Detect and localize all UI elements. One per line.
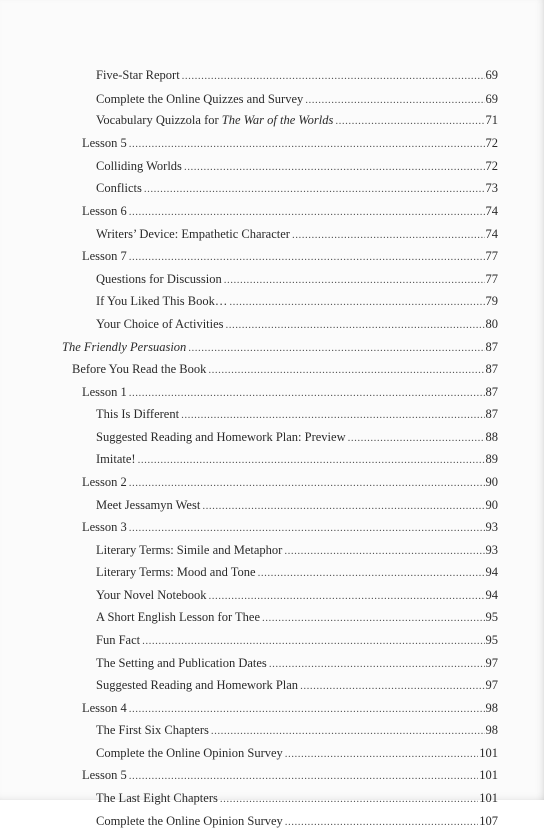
toc-entry-page: 95 <box>485 610 498 624</box>
toc-entry <box>96 678 498 694</box>
toc-entry <box>96 746 498 762</box>
toc-entry <box>96 159 498 175</box>
toc-entry-title: The Last Eight Chapters <box>96 791 218 805</box>
toc-entry-page: 72 <box>485 159 498 173</box>
dot-leader <box>129 476 485 490</box>
toc-entry <box>96 181 498 197</box>
toc-entry-title: Vocabulary Quizzola for The War of the Worlds <box>96 113 334 127</box>
toc-entry-title: Meet Jessamyn West <box>96 498 201 512</box>
toc-entry <box>96 814 498 830</box>
toc-entry-page: 98 <box>485 723 498 737</box>
dot-leader <box>129 702 485 716</box>
dot-leader <box>300 679 484 693</box>
toc-entry-page: 88 <box>485 430 498 444</box>
dot-leader <box>181 408 484 422</box>
toc-entry-page: 74 <box>485 227 498 241</box>
toc-entry-page: 72 <box>485 136 498 150</box>
dot-leader <box>262 611 485 625</box>
dot-leader <box>208 363 484 377</box>
toc-entry <box>96 656 498 672</box>
toc-entry-page: 95 <box>485 633 498 647</box>
toc-entry-title: Suggested Reading and Homework Plan: Preview <box>96 430 346 444</box>
toc-entry <box>82 475 498 491</box>
toc-entry-title: The First Six Chapters <box>96 723 209 737</box>
toc-entry-title: Complete the Online Opinion Survey <box>96 746 283 760</box>
dot-leader <box>335 114 484 128</box>
dot-leader <box>129 521 485 535</box>
toc-entry-page: 80 <box>485 317 498 331</box>
toc-entry-title: Literary Terms: Mood and Tone <box>96 565 256 579</box>
toc-entry-page: 90 <box>485 498 498 512</box>
toc-entry-title: Lesson 5 <box>82 768 127 782</box>
toc-entry <box>96 430 498 446</box>
toc-entry <box>96 68 498 84</box>
toc-entry-title: Lesson 3 <box>82 520 127 534</box>
dot-leader <box>220 792 478 806</box>
dot-leader <box>129 250 485 264</box>
toc-entry <box>96 294 498 310</box>
toc-entry-title: If You Liked This Book… <box>96 294 228 308</box>
dot-leader <box>284 544 484 558</box>
dot-leader <box>182 69 485 83</box>
toc-entry-page: 97 <box>485 678 498 692</box>
toc-entry-title: Lesson 1 <box>82 385 127 399</box>
dot-leader <box>129 386 485 400</box>
toc-entry-title: Before You Read the Book <box>72 362 207 376</box>
toc-entry-page: 69 <box>485 92 498 106</box>
toc-entry-title: Lesson 4 <box>82 701 127 715</box>
toc-entry-title: A Short English Lesson for Thee <box>96 610 260 624</box>
toc-entry-page: 97 <box>485 656 498 670</box>
toc-entry-title: Lesson 7 <box>82 249 127 263</box>
toc-entry <box>96 498 498 514</box>
toc-entry-title <box>62 340 188 354</box>
toc-entry-page: 94 <box>485 588 498 602</box>
toc-entry-page: 101 <box>479 791 498 805</box>
toc-entry-page: 77 <box>485 249 498 263</box>
toc-entry-title: This Is Different <box>96 407 180 421</box>
dot-leader <box>285 747 478 761</box>
toc-entry-page: 101 <box>479 746 498 760</box>
toc-entry-page: 93 <box>485 520 498 534</box>
toc-entry-page: 87 <box>485 407 498 421</box>
toc-entry <box>62 340 498 356</box>
dot-leader <box>348 431 485 445</box>
toc-entry <box>96 113 498 129</box>
dot-leader <box>129 205 485 219</box>
toc-entry-title: Lesson 2 <box>82 475 127 489</box>
toc-entry-title: Literary Terms: Simile and Metaphor <box>96 543 283 557</box>
toc-entry-title: Complete the Online Opinion Survey <box>96 814 283 828</box>
toc-entry <box>96 633 498 649</box>
toc-entry-page: 87 <box>485 362 498 376</box>
toc-entry-title: Suggested Reading and Homework Plan <box>96 678 299 692</box>
toc-entry-page: 87 <box>485 340 498 354</box>
toc-entry-title: Complete the Online Quizzes and Survey <box>96 92 304 106</box>
toc-entry-title: Writers’ Device: Empathetic Character <box>96 227 290 241</box>
toc-entry-page: 94 <box>485 565 498 579</box>
toc-entry <box>82 701 498 717</box>
dot-leader <box>129 137 485 151</box>
toc-entry-page: 69 <box>485 68 498 82</box>
toc-entry <box>96 317 498 333</box>
book-title: The War of the Worlds <box>221 113 334 127</box>
toc-entry-page: 90 <box>485 475 498 489</box>
toc-entry-title: Your Choice of Activities <box>96 317 224 331</box>
toc-entry <box>82 249 498 265</box>
toc-entry-page: 87 <box>485 385 498 399</box>
toc-entry-page: 74 <box>485 204 498 218</box>
toc-entry <box>82 204 498 220</box>
toc-entry-page: 79 <box>485 294 498 308</box>
toc-entry <box>96 543 498 559</box>
toc-entry-title: Five-Star Report <box>96 68 180 82</box>
toc-entry <box>96 791 498 807</box>
toc-entry <box>96 452 498 468</box>
toc-entry-page: 73 <box>485 181 498 195</box>
dot-leader <box>138 453 485 467</box>
toc-entry-title: Lesson 6 <box>82 204 127 218</box>
toc-entry-page: 89 <box>485 452 498 466</box>
toc-entry-page: 101 <box>479 768 498 782</box>
dot-leader <box>229 295 484 309</box>
dot-leader <box>258 566 485 580</box>
toc-entry-page: 77 <box>485 272 498 286</box>
dot-leader <box>129 769 478 783</box>
toc-entry-title: The Setting and Publication Dates <box>96 656 267 670</box>
toc-entry <box>96 565 498 581</box>
toc-entry <box>96 407 498 423</box>
toc-entry-title: Fun Fact <box>96 633 141 647</box>
toc-entry <box>96 610 498 626</box>
toc-entry-title: Colliding Worlds <box>96 159 182 173</box>
dot-leader <box>226 318 485 332</box>
toc-entry <box>96 588 498 604</box>
toc-entry <box>72 362 498 378</box>
toc-entry-title: Questions for Discussion <box>96 272 222 286</box>
toc-entry <box>82 136 498 152</box>
book-title: The Friendly Persuasion <box>62 340 187 354</box>
dot-leader <box>142 634 484 648</box>
toc-entry-title: Imitate! <box>96 452 136 466</box>
toc-entry <box>96 272 498 288</box>
dot-leader <box>188 341 484 355</box>
dot-leader <box>224 273 485 287</box>
toc-entry <box>82 768 498 784</box>
dot-leader <box>144 182 485 196</box>
toc-entry-title: Conflicts <box>96 181 142 195</box>
toc-entry-page: 98 <box>485 701 498 715</box>
dot-leader <box>211 724 485 738</box>
dot-leader <box>209 589 485 603</box>
toc-entry-page: 71 <box>485 113 498 127</box>
toc-entry-title: Lesson 5 <box>82 136 127 150</box>
dot-leader <box>202 499 484 513</box>
dot-leader <box>292 228 485 242</box>
dot-leader <box>184 160 485 174</box>
toc-entry <box>96 92 498 108</box>
toc-entry-title: Your Novel Notebook <box>96 588 207 602</box>
toc-entry-page: 107 <box>479 814 498 828</box>
toc-entry <box>82 385 498 401</box>
toc-entry <box>82 520 498 536</box>
toc-entry <box>96 227 498 243</box>
dot-leader <box>285 815 478 829</box>
toc-entry <box>96 723 498 739</box>
dot-leader <box>305 93 484 107</box>
dot-leader <box>269 657 485 671</box>
toc-entry-page: 93 <box>485 543 498 557</box>
